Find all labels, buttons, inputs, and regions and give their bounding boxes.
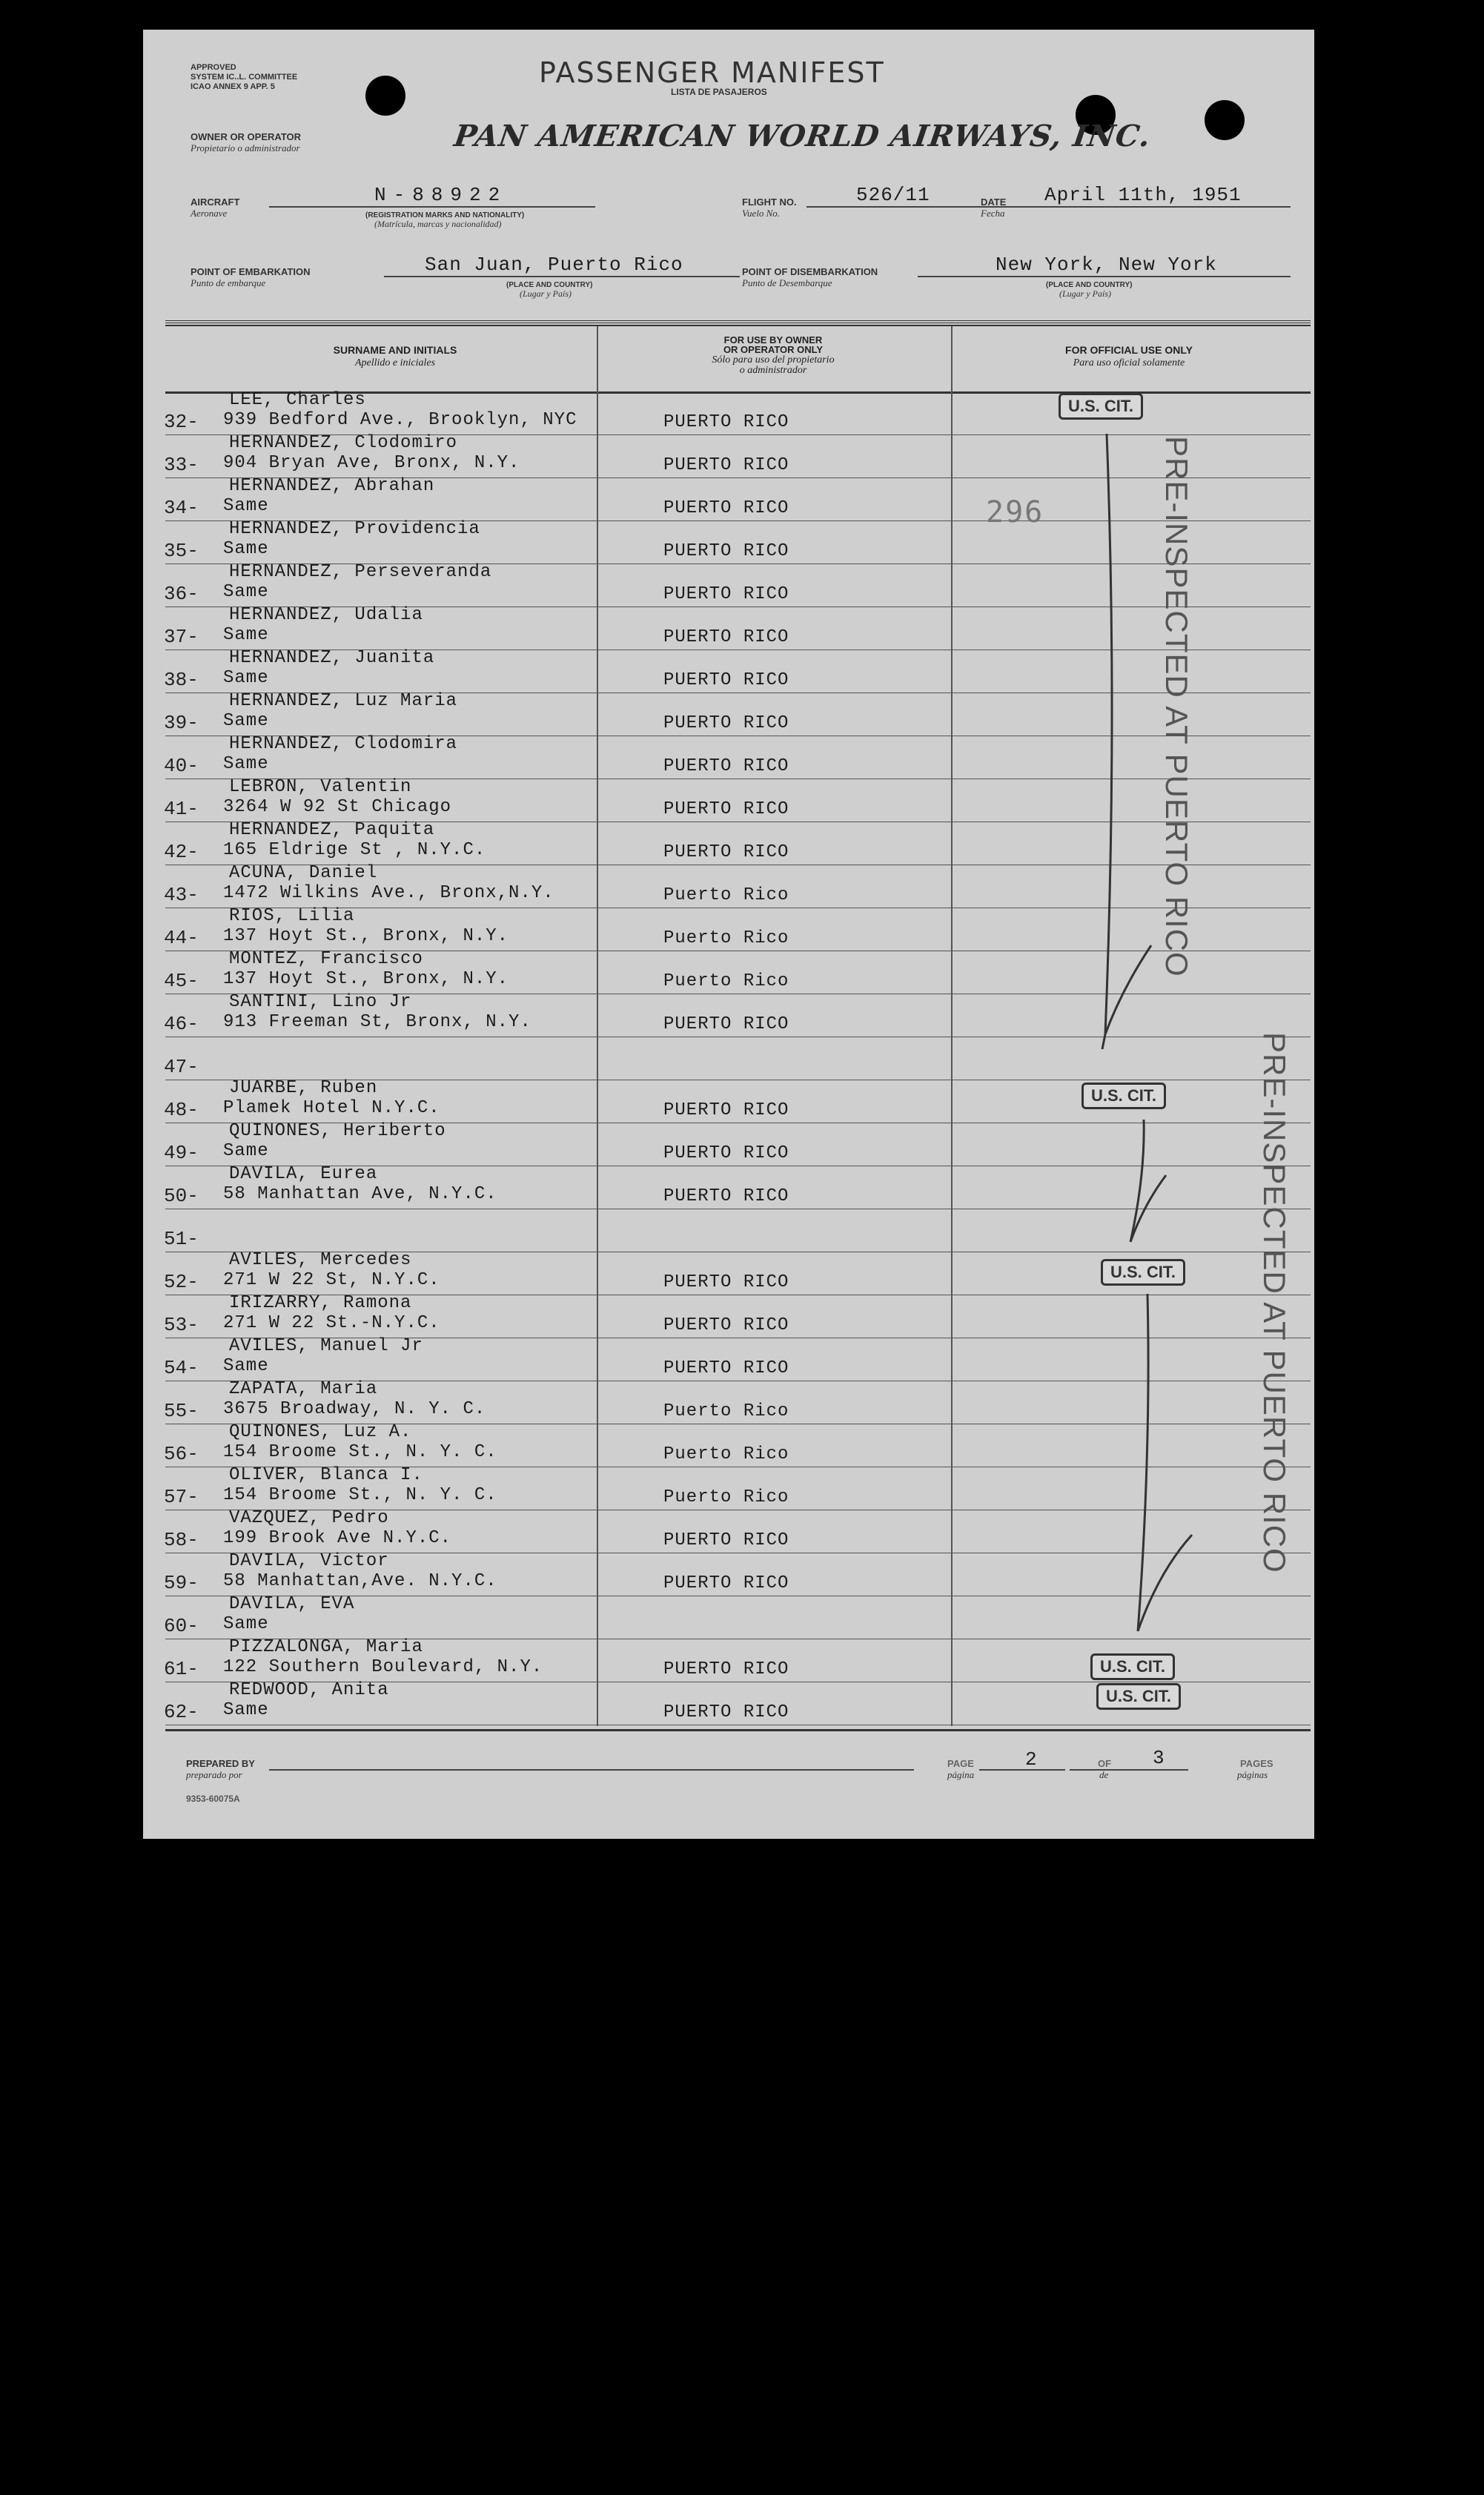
flight-label-es: Vuelo No. xyxy=(742,208,781,219)
disembark-label: POINT OF DISEMBARKATION xyxy=(742,266,878,277)
passenger-address: Same xyxy=(223,625,269,645)
row-number: 51- xyxy=(164,1228,199,1250)
origin-cell: PUERTO RICO xyxy=(663,1014,789,1034)
passenger-address: 122 Southern Boulevard, N.Y. xyxy=(223,1657,543,1677)
place-note-es: (Lugar y País) xyxy=(1059,288,1111,299)
prepared-label: PREPARED BY xyxy=(186,1758,255,1769)
passenger-name: HERNANDEZ, Clodomiro xyxy=(229,433,458,453)
embark-label-es: Punto de embarque xyxy=(191,277,266,288)
passenger-address: Same xyxy=(223,711,269,731)
prepared-label-es: preparado por xyxy=(186,1769,242,1780)
origin-cell: PUERTO RICO xyxy=(663,670,789,690)
col-owner-use: FOR USE BY OWNER OR OPERATOR ONLY Sólo para uso del propietario o administrador xyxy=(712,334,835,376)
passenger-name: ZAPATA, Maria xyxy=(229,1379,378,1399)
page-label: PAGE xyxy=(947,1758,974,1769)
row-number: 47- xyxy=(164,1056,199,1078)
row-number: 62- xyxy=(164,1701,199,1723)
passenger-address: Same xyxy=(223,539,269,559)
passenger-address: 3675 Broadway, N. Y. C. xyxy=(223,1399,486,1419)
origin-cell: PUERTO RICO xyxy=(663,584,789,604)
passenger-name: PIZZALONGA, Maria xyxy=(229,1637,423,1657)
passenger-name: SANTINI, Lino Jr xyxy=(229,992,412,1012)
passenger-name: DAVILA, EVA xyxy=(229,1594,355,1614)
airline-name: PAN AMERICAN WORLD AIRWAYS, INC. xyxy=(451,119,1153,153)
passenger-address: 137 Hoyt St., Bronx, N.Y. xyxy=(223,969,509,989)
row-number: 46- xyxy=(164,1013,199,1035)
page-value: 2 xyxy=(1025,1748,1038,1771)
passenger-address: Same xyxy=(223,668,269,688)
origin-cell: Puerto Rico xyxy=(663,1444,789,1464)
row-number: 52- xyxy=(164,1271,199,1293)
embark-label: POINT OF EMBARKATION xyxy=(191,266,311,277)
row-number: 40- xyxy=(164,755,199,777)
origin-cell: PUERTO RICO xyxy=(663,541,789,561)
passenger-name: RIOS, Lilia xyxy=(229,906,355,926)
row-number: 60- xyxy=(164,1615,199,1637)
passenger-name: HERNANDEZ, Perseveranda xyxy=(229,562,492,582)
passenger-address: 913 Freeman St, Bronx, N.Y. xyxy=(223,1012,531,1032)
owner-label: OWNER OR OPERATOR xyxy=(191,131,302,142)
passenger-name: AVILES, Mercedes xyxy=(229,1250,412,1270)
origin-cell: PUERTO RICO xyxy=(663,455,789,475)
row-number: 61- xyxy=(164,1658,199,1680)
passenger-address: Same xyxy=(223,1356,269,1376)
passenger-address: Same xyxy=(223,1141,269,1161)
origin-cell: PUERTO RICO xyxy=(663,1143,789,1163)
aircraft-label: AIRCRAFT xyxy=(191,196,240,208)
row-number: 55- xyxy=(164,1400,199,1422)
passenger-name: HERNANDEZ, Luz Maria xyxy=(229,691,458,711)
row-number: 54- xyxy=(164,1357,199,1379)
passenger-name: QUINONES, Heriberto xyxy=(229,1121,446,1141)
row-number: 59- xyxy=(164,1572,199,1594)
row-number: 43- xyxy=(164,884,199,906)
row-number: 44- xyxy=(164,927,199,949)
pre-inspected-stamp: PRE-INSPECTED AT PUERTO RICO xyxy=(1159,436,1194,977)
row-number: 50- xyxy=(164,1185,199,1207)
row-number: 58- xyxy=(164,1529,199,1551)
place-note-es: (Lugar y País) xyxy=(520,288,572,299)
row-number: 32- xyxy=(164,411,199,433)
passenger-address: Same xyxy=(223,754,269,774)
disembark-label-es: Punto de Desembarque xyxy=(742,277,832,288)
row-number: 38- xyxy=(164,669,199,691)
pages-label-es: páginas xyxy=(1237,1769,1268,1780)
punch-hole xyxy=(1205,100,1245,140)
us-cit-stamp: U.S. CIT. xyxy=(1090,1653,1175,1680)
passenger-address: 271 W 22 St, N.Y.C. xyxy=(223,1270,440,1290)
origin-cell: PUERTO RICO xyxy=(663,1573,789,1593)
origin-cell: Puerto Rico xyxy=(663,928,789,948)
origin-cell: PUERTO RICO xyxy=(663,756,789,776)
passenger-address: 58 Manhattan Ave, N.Y.C. xyxy=(223,1184,497,1204)
us-cit-stamp: U.S. CIT. xyxy=(1101,1259,1185,1286)
page-title: PASSENGER MANIFEST xyxy=(539,56,885,89)
passenger-address: 939 Bedford Ave., Brooklyn, NYC xyxy=(223,410,577,430)
check-mark xyxy=(1092,426,1166,1064)
passenger-name: DAVILA, Eurea xyxy=(229,1164,378,1184)
row-number: 45- xyxy=(164,970,199,992)
passenger-name: LEBRON, Valentin xyxy=(229,777,412,797)
row-number: 57- xyxy=(164,1486,199,1508)
place-note: (PLACE AND COUNTRY) xyxy=(506,281,593,289)
passenger-address: 904 Bryan Ave, Bronx, N.Y. xyxy=(223,453,520,473)
manifest-sheet xyxy=(143,30,1314,1839)
passenger-address: Same xyxy=(223,1614,269,1634)
passenger-address: 137 Hoyt St., Bronx, N.Y. xyxy=(223,926,509,946)
passenger-name: HERNANDEZ, Juanita xyxy=(229,648,435,668)
origin-cell: PUERTO RICO xyxy=(663,412,789,432)
passenger-address: 199 Brook Ave N.Y.C. xyxy=(223,1528,452,1548)
passenger-address: Same xyxy=(223,1700,269,1720)
origin-cell: PUERTO RICO xyxy=(663,1530,789,1550)
date-label: DATE xyxy=(981,196,1007,208)
passenger-name: JUARBE, Ruben xyxy=(229,1078,378,1098)
passenger-address: 154 Broome St., N. Y. C. xyxy=(223,1485,497,1505)
aircraft-note: (REGISTRATION MARKS AND NATIONALITY) xyxy=(365,211,525,219)
pages-label: PAGES xyxy=(1240,1758,1273,1769)
passenger-address: Plamek Hotel N.Y.C. xyxy=(223,1098,440,1118)
origin-cell: PUERTO RICO xyxy=(663,1702,789,1722)
row-number: 33- xyxy=(164,454,199,476)
aircraft-label-es: Aeronave xyxy=(191,208,228,219)
passenger-name: AVILES, Manuel Jr xyxy=(229,1336,423,1356)
row-number: 34- xyxy=(164,497,199,519)
origin-cell: PUERTO RICO xyxy=(663,1315,789,1335)
total-value: 3 xyxy=(1153,1747,1165,1769)
passenger-name: OLIVER, Blanca I. xyxy=(229,1465,423,1485)
official-number: 296 xyxy=(986,495,1044,529)
date-value: April 11th, 1951 xyxy=(1044,184,1242,206)
page-subtitle: LISTA DE PASAJEROS xyxy=(671,87,767,97)
row-number: 39- xyxy=(164,712,199,734)
col-surname: SURNAME AND INITIALS Apellido e iniciales xyxy=(333,344,457,369)
origin-cell: PUERTO RICO xyxy=(663,627,789,647)
passenger-name: IRIZARRY, Ramona xyxy=(229,1293,412,1313)
origin-cell: PUERTO RICO xyxy=(663,498,789,518)
approval-line: ICAO ANNEX 9 APP. 5 xyxy=(191,82,275,91)
pre-inspected-stamp: PRE-INSPECTED AT PUERTO RICO xyxy=(1257,1032,1292,1573)
aircraft-note-es: (Matrícula, marcas y nacionalidad) xyxy=(374,219,502,229)
origin-cell: PUERTO RICO xyxy=(663,1272,789,1292)
passenger-name: HERNANDEZ, Clodomira xyxy=(229,734,458,754)
passenger-name: VAZQUEZ, Pedro xyxy=(229,1508,389,1528)
passenger-name: HERNANDEZ, Paquita xyxy=(229,820,435,840)
place-note: (PLACE AND COUNTRY) xyxy=(1046,281,1133,289)
origin-cell: Puerto Rico xyxy=(663,885,789,905)
origin-cell: Puerto Rico xyxy=(663,1401,789,1421)
row-number: 49- xyxy=(164,1142,199,1164)
origin-cell: PUERTO RICO xyxy=(663,1659,789,1679)
date-label-es: Fecha xyxy=(981,208,1005,219)
origin-cell: PUERTO RICO xyxy=(663,713,789,733)
col-official: FOR OFFICIAL USE ONLY Para uso oficial solamente xyxy=(1065,344,1193,369)
passenger-address: Same xyxy=(223,496,269,516)
of-label-es: de xyxy=(1099,1769,1109,1780)
punch-hole xyxy=(365,76,405,116)
flight-label: FLIGHT NO. xyxy=(742,196,797,208)
origin-cell: PUERTO RICO xyxy=(663,1186,789,1206)
passenger-name: LEE, Charles xyxy=(229,390,366,410)
row-number: 48- xyxy=(164,1099,199,1121)
passenger-name: HERNANDEZ, Abrahan xyxy=(229,476,435,496)
passenger-address: Same xyxy=(223,582,269,602)
form-code: 9353-60075A xyxy=(186,1794,240,1804)
row-number: 56- xyxy=(164,1443,199,1465)
us-cit-stamp: U.S. CIT. xyxy=(1059,393,1143,420)
passenger-name: MONTEZ, Francisco xyxy=(229,949,423,969)
check-mark xyxy=(1129,1290,1196,1639)
row-number: 35- xyxy=(164,540,199,562)
row-number: 53- xyxy=(164,1314,199,1336)
origin-cell: Puerto Rico xyxy=(663,971,789,991)
row-number: 37- xyxy=(164,626,199,648)
passenger-name: REDWOOD, Anita xyxy=(229,1680,389,1700)
passenger-address: 3264 W 92 St Chicago xyxy=(223,797,452,817)
check-mark xyxy=(1114,1116,1173,1257)
passenger-name: HERNANDEZ, Udalia xyxy=(229,605,423,625)
passenger-address: 1472 Wilkins Ave., Bronx,N.Y. xyxy=(223,883,554,903)
owner-label-es: Propietario o administrador xyxy=(191,142,300,153)
embark-value: San Juan, Puerto Rico xyxy=(425,254,683,276)
disembark-value: New York, New York xyxy=(996,254,1217,276)
origin-cell: Puerto Rico xyxy=(663,1487,789,1507)
of-label: OF xyxy=(1098,1758,1112,1769)
passenger-name: QUINONES, Luz A. xyxy=(229,1422,412,1442)
flight-value: 526/11 xyxy=(856,184,930,206)
passenger-name: DAVILA, Victor xyxy=(229,1551,389,1571)
page-label-es: página xyxy=(947,1769,975,1780)
approval-line: SYSTEM IC..L. COMMITTEE xyxy=(191,73,298,82)
passenger-name: ACUNA, Daniel xyxy=(229,863,378,883)
passenger-name: HERNANDEZ, Providencia xyxy=(229,519,480,539)
passenger-address: 154 Broome St., N. Y. C. xyxy=(223,1442,497,1462)
origin-cell: PUERTO RICO xyxy=(663,1358,789,1378)
us-cit-stamp: U.S. CIT. xyxy=(1096,1683,1181,1710)
passenger-address: 271 W 22 St.-N.Y.C. xyxy=(223,1313,440,1333)
passenger-address: 165 Eldrige St , N.Y.C. xyxy=(223,840,486,860)
row-number: 36- xyxy=(164,583,199,605)
row-number: 42- xyxy=(164,841,199,863)
row-number: 41- xyxy=(164,798,199,820)
us-cit-stamp: U.S. CIT. xyxy=(1081,1083,1166,1109)
approval-line: APPROVED xyxy=(191,63,236,72)
origin-cell: PUERTO RICO xyxy=(663,799,789,819)
aircraft-value: N-88922 xyxy=(374,184,508,206)
origin-cell: PUERTO RICO xyxy=(663,1100,789,1120)
origin-cell: PUERTO RICO xyxy=(663,842,789,862)
passenger-address: 58 Manhattan,Ave. N.Y.C. xyxy=(223,1571,497,1591)
